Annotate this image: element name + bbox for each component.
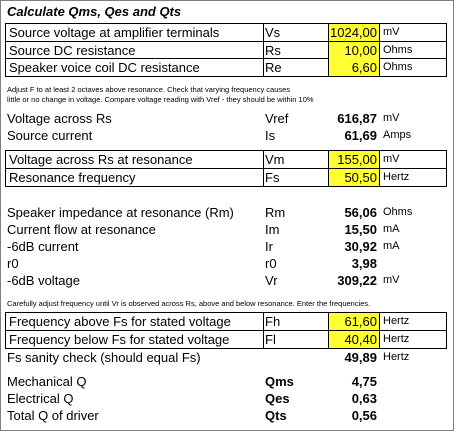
- row-symbol: Qms: [265, 374, 294, 389]
- voice-coil-resistance-input[interactable]: 6,60: [329, 59, 379, 76]
- row-label: Speaker impedance at resonance (Rm): [7, 205, 234, 220]
- row-impedance: [7, 204, 448, 221]
- row-label: Total Q of driver: [7, 408, 99, 423]
- row-symbol: Vs: [265, 25, 281, 40]
- frequency-above-input[interactable]: 61,60: [329, 313, 379, 330]
- source-resistance-input[interactable]: 10,00: [329, 42, 379, 59]
- row-label: -6dB current: [7, 239, 79, 254]
- row-symbol: Vr: [265, 273, 278, 288]
- instruction-note: Adjust F to at least 2 octaves above resonance. Check that varying frequency causes: [7, 85, 291, 94]
- row-total-q: [7, 407, 448, 424]
- row-symbol: Rs: [265, 43, 281, 58]
- row-symbol: Rm: [265, 205, 286, 220]
- row-label: Resonance frequency: [9, 170, 136, 185]
- row-unit: Hertz: [383, 333, 410, 345]
- row-symbol: Fh: [265, 314, 281, 329]
- voltage-at-resonance-input[interactable]: 155,00: [329, 151, 379, 168]
- row-symbol: Vref: [265, 111, 289, 126]
- row-sanity-check: [7, 349, 448, 366]
- row-source-voltage: [7, 24, 448, 41]
- row-value: 0,56: [351, 408, 377, 423]
- row-unit: Hertz: [383, 351, 410, 363]
- row-symbol: Im: [265, 222, 280, 237]
- row-label: Speaker voice coil DC resistance: [9, 60, 200, 75]
- instruction-note: little or no change in voltage. Compare voltage reading with Vref - they should be within 10%: [7, 95, 314, 104]
- row-label: Fs sanity check (should equal Fs): [7, 350, 201, 365]
- row-value: 616,87: [337, 111, 377, 126]
- resonance-frequency-input[interactable]: 50,50: [329, 169, 379, 186]
- row-value: 309,22: [337, 273, 377, 288]
- row-6db-current: [7, 238, 448, 255]
- row-label: Voltage across Rs at resonance: [9, 152, 193, 167]
- row-6db-voltage: [7, 272, 448, 289]
- row-label: Frequency above Fs for stated voltage: [9, 314, 231, 329]
- row-symbol: Fl: [265, 332, 276, 347]
- row-unit: Amps: [383, 129, 412, 141]
- row-symbol: r0: [265, 256, 277, 271]
- row-source-resistance: [7, 42, 448, 59]
- row-label: r0: [7, 256, 19, 271]
- row-value: 61,69: [344, 128, 377, 143]
- row-unit: mA: [383, 223, 400, 235]
- row-symbol: Qts: [265, 408, 287, 423]
- row-resonance-frequency: [7, 169, 448, 186]
- row-unit: mA: [383, 240, 400, 252]
- instruction-note: Carefully adjust frequency until Vr is observed across Rs, above and below resonance. Enter the frequencies.: [7, 299, 371, 308]
- row-value: 49,89: [344, 350, 377, 365]
- row-unit: Hertz: [383, 315, 410, 327]
- row-voltage-across-rs: [7, 110, 448, 127]
- row-value: 0,63: [351, 391, 377, 406]
- page-title: Calculate Qms, Qes and Qts: [7, 4, 182, 19]
- row-symbol: Re: [265, 60, 282, 75]
- row-label: -6dB voltage: [7, 273, 80, 288]
- row-voltage-at-resonance: [7, 151, 448, 168]
- row-label: Mechanical Q: [7, 374, 87, 389]
- row-unit: Hertz: [383, 171, 410, 183]
- row-value: 4,75: [351, 374, 377, 389]
- row-value: 56,06: [344, 205, 377, 220]
- row-current-flow: [7, 221, 448, 238]
- row-label: Source DC resistance: [9, 43, 136, 58]
- row-label: Source current: [7, 128, 93, 143]
- row-frequency-above: [7, 313, 448, 330]
- row-unit: Ohms: [383, 61, 413, 73]
- row-electrical-q: [7, 390, 448, 407]
- row-unit: mV: [383, 274, 400, 286]
- row-frequency-below: [7, 331, 448, 348]
- row-label: Voltage across Rs: [7, 111, 112, 126]
- row-label: Frequency below Fs for stated voltage: [9, 332, 230, 347]
- row-label: Source voltage at amplifier terminals: [9, 25, 220, 40]
- row-unit: mV: [383, 112, 400, 124]
- row-value: 3,98: [351, 256, 377, 271]
- row-symbol: Qes: [265, 391, 290, 406]
- row-value: 15,50: [344, 222, 377, 237]
- row-source-current: [7, 127, 448, 144]
- row-label: Current flow at resonance: [7, 222, 156, 237]
- row-symbol: Ir: [265, 239, 273, 254]
- row-unit: mV: [383, 153, 400, 165]
- row-unit: Ohms: [383, 44, 413, 56]
- row-unit: mV: [383, 26, 400, 38]
- row-r0: [7, 255, 448, 272]
- row-symbol: Fs: [265, 170, 280, 185]
- row-symbol: Is: [265, 128, 276, 143]
- row-unit: Ohms: [383, 206, 413, 218]
- row-mechanical-q: [7, 373, 448, 390]
- row-symbol: Vm: [265, 152, 285, 167]
- row-label: Electrical Q: [7, 391, 74, 406]
- frequency-below-input[interactable]: 40,40: [329, 331, 379, 348]
- source-voltage-input[interactable]: 1024,00: [330, 25, 377, 40]
- row-value: 30,92: [344, 239, 377, 254]
- row-voice-coil-resistance: [7, 59, 448, 76]
